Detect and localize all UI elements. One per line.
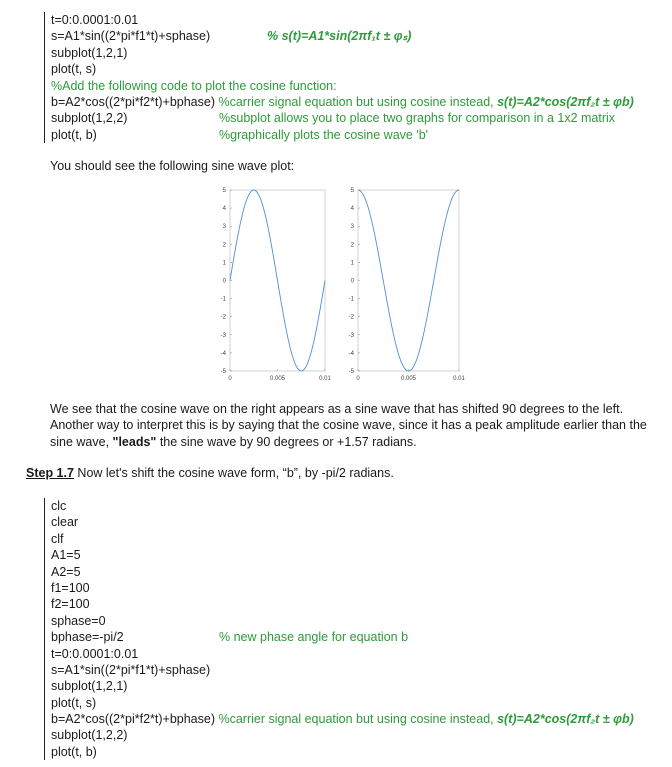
sine-cosine-figure	[0, 180, 672, 390]
y-tick-label: -3	[220, 332, 226, 339]
code-line: sphase=0	[51, 613, 106, 628]
y-tick-label: -5	[220, 369, 226, 375]
x-tick-label: 0.005	[269, 376, 286, 382]
code-line: t=0:0.0001:0.01	[51, 13, 139, 27]
y-tick-label: -2	[220, 314, 226, 321]
plot-axes-box	[358, 190, 459, 371]
code-line: f1=100	[51, 580, 90, 595]
y-tick-label: 1	[222, 260, 226, 267]
y-tick-label: -1	[348, 296, 354, 303]
code-text: plot(t, b)	[51, 127, 97, 142]
y-tick-label: -4	[348, 350, 354, 357]
y-tick-label: 5	[222, 188, 226, 194]
code-line: clc	[51, 499, 67, 513]
y-tick-label: -5	[348, 369, 354, 375]
y-tick-label: 2	[350, 242, 354, 249]
y-tick-label: 0	[222, 278, 226, 285]
code-line	[51, 110, 651, 126]
code-text: b=A2*cos((2*pi*f2*t)+bphase)	[51, 94, 219, 109]
code-comment: %carrier signal equation but using cosine instead,	[218, 712, 498, 727]
code-line: plot(t, s)	[51, 695, 97, 710]
formula-comment: s(t)=A2*cos(2πf₂t ± φb)	[497, 94, 634, 109]
y-tick-label: 5	[350, 188, 354, 194]
y-tick-label: 2	[222, 242, 226, 249]
code-text: b=A2*cos((2*pi*f2*t)+bphase)	[51, 712, 219, 727]
step-label: Step 1.7	[26, 466, 74, 480]
x-tick-label: 0.01	[453, 376, 465, 382]
y-tick-label: -4	[220, 350, 226, 357]
code-line: f2=100	[51, 597, 90, 612]
emphasis-leads: "leads"	[112, 434, 157, 449]
code-line: subplot(1,2,1)	[51, 679, 128, 694]
code-line: clf	[51, 531, 64, 546]
code-text: s=A1*sin((2*pi*f1*t)+sphase)	[51, 29, 211, 44]
code-line	[51, 127, 651, 143]
paragraph-line	[50, 434, 647, 450]
y-tick-label: 4	[222, 206, 226, 213]
code-text: subplot(1,2,2)	[51, 111, 128, 126]
y-tick-label: -3	[348, 332, 354, 339]
x-tick-label: 0	[228, 376, 232, 382]
formula-comment: s(t)=A2*cos(2πf₂t ± φb)	[497, 712, 634, 727]
code-line	[51, 94, 651, 110]
y-tick-label: 1	[350, 260, 354, 267]
code-line: subplot(1,2,2)	[51, 728, 128, 743]
code-line: subplot(1,2,1)	[51, 45, 128, 60]
code-line	[51, 711, 661, 727]
code-line: A1=5	[51, 548, 81, 563]
step-text: Now let's shift the cosine wave form, “b”, by -pi/2 radians.	[73, 466, 394, 480]
paragraph-line: We see that the cosine wave on the right appears as a sine wave that has shifted 90 degrees to the left.	[50, 402, 624, 416]
subplot-cosine	[349, 188, 466, 382]
y-tick-label: 4	[350, 206, 354, 213]
code-comment: %carrier signal equation but using cosine instead,	[218, 94, 498, 109]
y-tick-label: 3	[222, 224, 226, 231]
step-heading	[26, 466, 394, 480]
code-comment: %graphically plots the cosine wave 'b'	[219, 127, 429, 142]
y-tick-label: -1	[220, 296, 226, 303]
code-line: plot(t, s)	[51, 62, 97, 77]
code-line	[51, 629, 661, 645]
code-text: bphase=-pi/2	[51, 630, 124, 645]
y-tick-label: -2	[348, 314, 354, 321]
code-comment: %subplot allows you to place two graphs for comparison in a 1x2 matrix	[219, 111, 616, 126]
code-line	[51, 28, 651, 44]
x-tick-label: 0	[356, 376, 360, 382]
paragraph-text: sine wave,	[50, 434, 113, 449]
x-tick-label: 0.005	[400, 376, 417, 382]
code-line: clear	[51, 515, 79, 530]
paragraph-line: Another way to interpret this is by saying that the cosine wave, since it has a peak amplitude earlier than the	[50, 418, 647, 433]
code-line: plot(t, b)	[51, 744, 97, 759]
subplot-sine	[221, 188, 332, 382]
intro-text: You should see the following sine wave plot:	[50, 159, 295, 173]
code-comment: % new phase angle for equation b	[219, 630, 409, 645]
formula-comment: % s(t)=A1*sin(2πf₁t ± φₛ)	[267, 29, 412, 44]
code-line: s=A1*sin((2*pi*f1*t)+sphase)	[51, 662, 211, 677]
code-block-2	[44, 498, 661, 760]
y-tick-label: 0	[350, 278, 354, 285]
code-comment-line: %Add the following code to plot the cosine function:	[51, 78, 337, 93]
code-line: t=0:0.0001:0.01	[51, 646, 139, 661]
y-tick-label: 3	[350, 224, 354, 231]
x-tick-label: 0.01	[319, 376, 331, 382]
code-block-1	[44, 12, 651, 143]
code-line: A2=5	[51, 564, 81, 579]
paragraph	[50, 401, 647, 450]
paragraph-text: the sine wave by 90 degrees or +1.57 radians.	[156, 434, 417, 449]
